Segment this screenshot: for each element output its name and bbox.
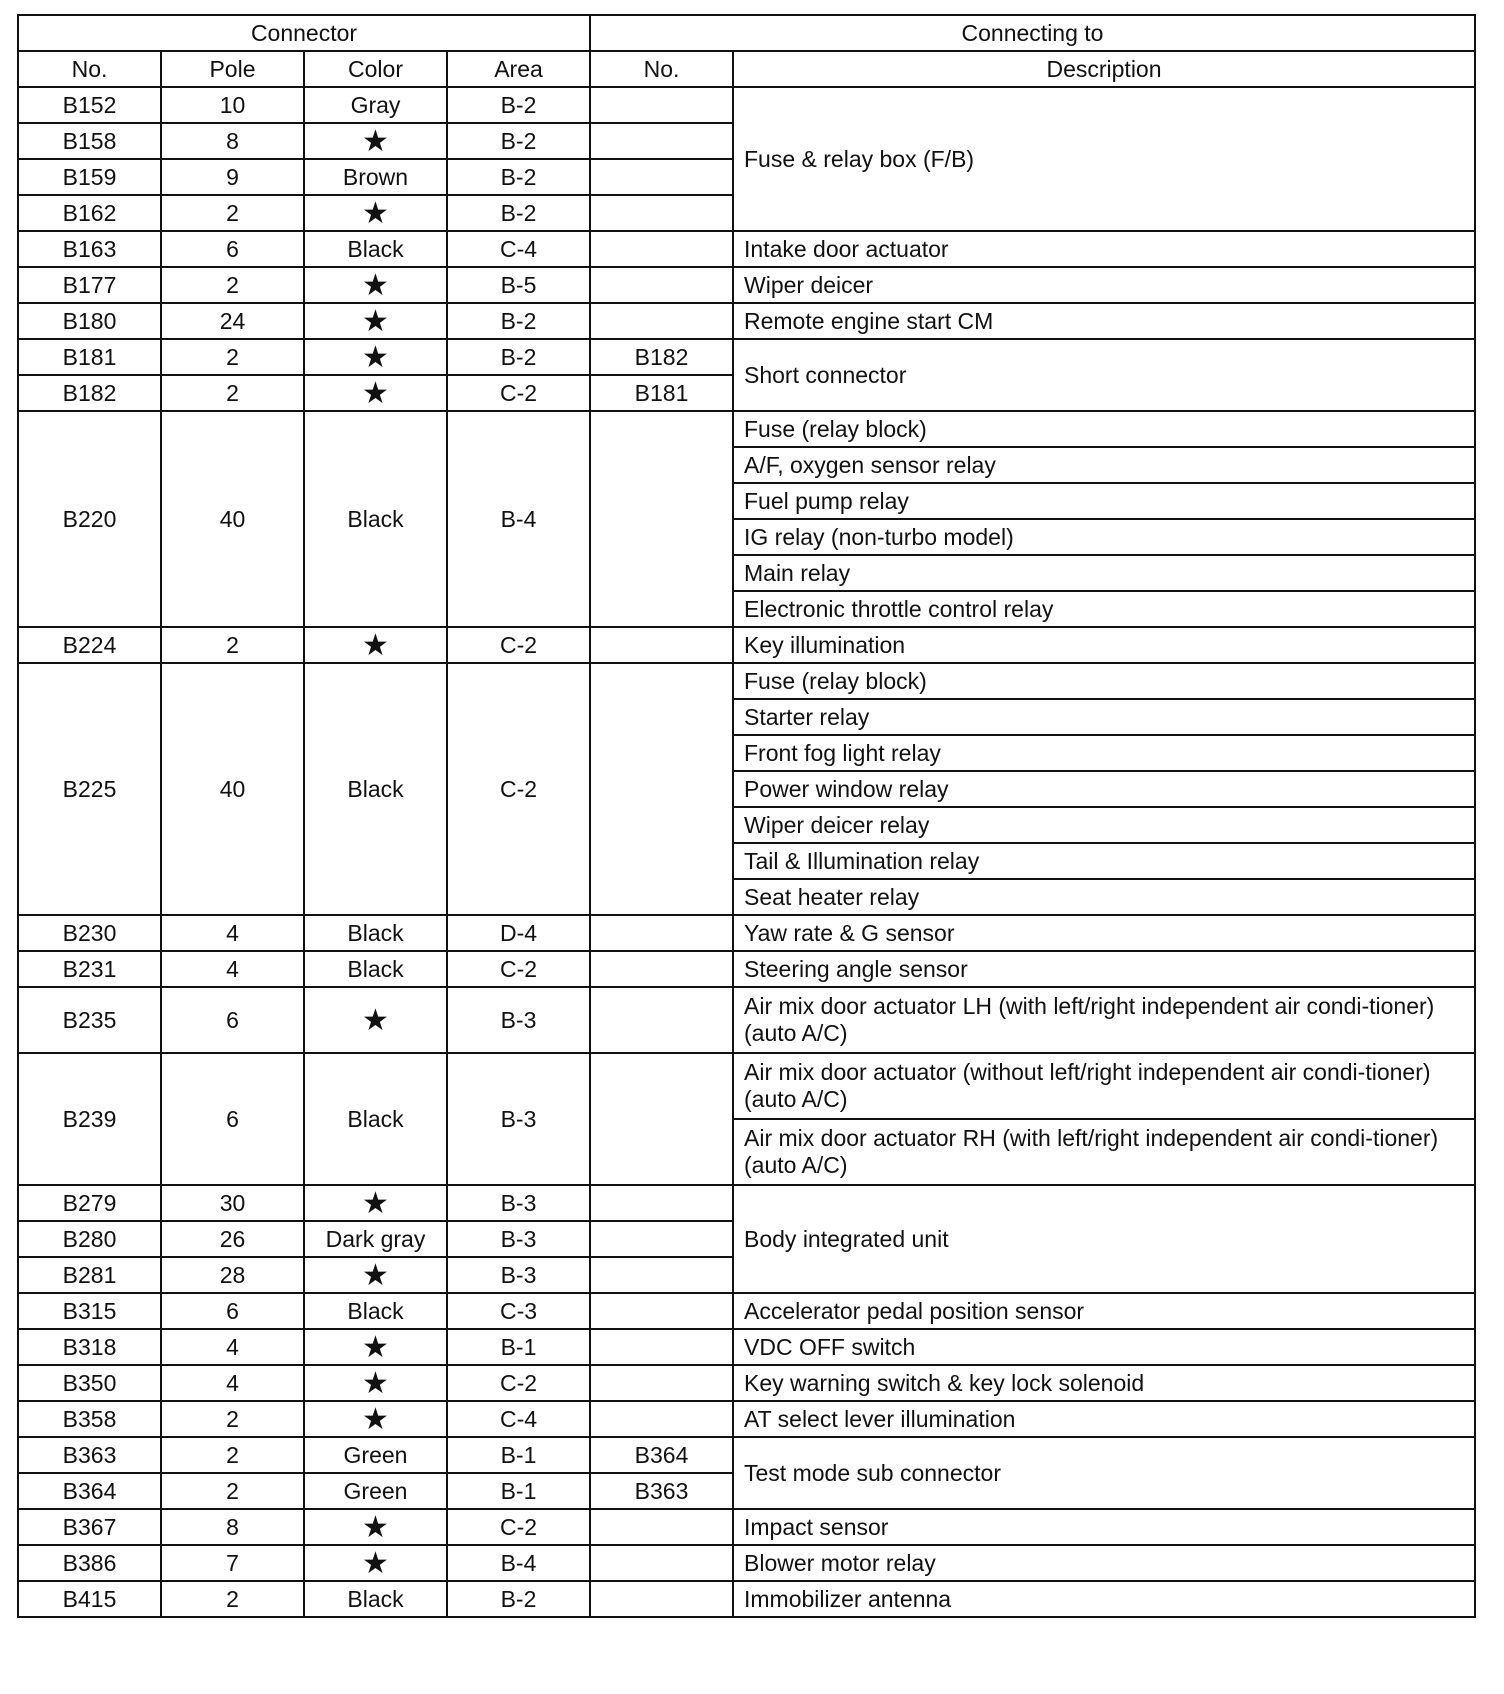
- area-code: B-2: [447, 1581, 590, 1617]
- col-header-pole: Pole: [161, 51, 304, 87]
- connecting-no: [590, 987, 733, 1053]
- star-icon: ★: [304, 123, 447, 159]
- area-code: B-4: [447, 1545, 590, 1581]
- connector-color: Green: [304, 1437, 447, 1473]
- pole-count: 9: [161, 159, 304, 195]
- connector-no: B163: [18, 231, 161, 267]
- connecting-no: [590, 159, 733, 195]
- connecting-no: [590, 1545, 733, 1581]
- connector-no: B367: [18, 1509, 161, 1545]
- pole-count: 2: [161, 1437, 304, 1473]
- pole-count: 2: [161, 1473, 304, 1509]
- connecting-no: B363: [590, 1473, 733, 1509]
- connector-no: B363: [18, 1437, 161, 1473]
- pole-count: 2: [161, 267, 304, 303]
- area-code: C-2: [447, 1509, 590, 1545]
- table-row: [18, 1053, 1475, 1119]
- connecting-to-header: Connecting to: [590, 15, 1475, 51]
- table-row: [18, 663, 1475, 699]
- star-icon: ★: [304, 1545, 447, 1581]
- area-code: C-2: [447, 951, 590, 987]
- header-group-row: [18, 15, 1475, 51]
- description: Fuse (relay block): [733, 663, 1475, 699]
- description: IG relay (non-turbo model): [733, 519, 1475, 555]
- description: Front fog light relay: [733, 735, 1475, 771]
- connector-color: Gray: [304, 87, 447, 123]
- description: Air mix door actuator RH (with left/right independent air condi-tioner) (auto A/C): [733, 1119, 1475, 1185]
- star-icon: ★: [304, 339, 447, 375]
- area-code: B-2: [447, 195, 590, 231]
- star-icon: ★: [304, 1257, 447, 1293]
- pole-count: 4: [161, 951, 304, 987]
- connector-no: B358: [18, 1401, 161, 1437]
- pole-count: 6: [161, 231, 304, 267]
- connecting-no: [590, 411, 733, 627]
- connecting-no: B364: [590, 1437, 733, 1473]
- description: AT select lever illumination: [733, 1401, 1475, 1437]
- connecting-no: [590, 123, 733, 159]
- area-code: C-4: [447, 1401, 590, 1437]
- col-header-color: Color: [304, 51, 447, 87]
- col-header-to-no: No.: [590, 51, 733, 87]
- area-code: B-3: [447, 987, 590, 1053]
- table-row: [18, 987, 1475, 1053]
- column-header-row: [18, 51, 1475, 87]
- pole-count: 2: [161, 1401, 304, 1437]
- pole-count: 40: [161, 663, 304, 915]
- pole-count: 4: [161, 1365, 304, 1401]
- connector-no: B181: [18, 339, 161, 375]
- connector-no: B386: [18, 1545, 161, 1581]
- pole-count: 24: [161, 303, 304, 339]
- pole-count: 4: [161, 915, 304, 951]
- area-code: B-3: [447, 1185, 590, 1221]
- description: Electronic throttle control relay: [733, 591, 1475, 627]
- connecting-no: [590, 1053, 733, 1185]
- connecting-no: [590, 267, 733, 303]
- connector-no: B350: [18, 1365, 161, 1401]
- connector-color: Black: [304, 951, 447, 987]
- connector-no: B415: [18, 1581, 161, 1617]
- description: Key illumination: [733, 627, 1475, 663]
- table-row: [18, 1185, 1475, 1221]
- star-icon: ★: [304, 303, 447, 339]
- description: Main relay: [733, 555, 1475, 591]
- area-code: C-4: [447, 231, 590, 267]
- connecting-no: [590, 303, 733, 339]
- connector-color: Black: [304, 411, 447, 627]
- area-code: B-2: [447, 123, 590, 159]
- connecting-no: [590, 1365, 733, 1401]
- description: VDC OFF switch: [733, 1329, 1475, 1365]
- connector-color: Black: [304, 1053, 447, 1185]
- pole-count: 6: [161, 1053, 304, 1185]
- area-code: C-2: [447, 627, 590, 663]
- table-row: [18, 627, 1475, 663]
- table-row: [18, 1329, 1475, 1365]
- table-row: [18, 1581, 1475, 1617]
- area-code: C-2: [447, 663, 590, 915]
- star-icon: ★: [304, 375, 447, 411]
- area-code: B-3: [447, 1221, 590, 1257]
- description: Fuse & relay box (F/B): [733, 87, 1475, 231]
- connector-no: B279: [18, 1185, 161, 1221]
- description: Body integrated unit: [733, 1185, 1475, 1293]
- col-header-no: No.: [18, 51, 161, 87]
- pole-count: 2: [161, 195, 304, 231]
- description: Blower motor relay: [733, 1545, 1475, 1581]
- area-code: B-1: [447, 1473, 590, 1509]
- table-row: [18, 1401, 1475, 1437]
- pole-count: 8: [161, 1509, 304, 1545]
- pole-count: 6: [161, 987, 304, 1053]
- connector-header: Connector: [18, 15, 590, 51]
- connector-no: B177: [18, 267, 161, 303]
- description: Intake door actuator: [733, 231, 1475, 267]
- connecting-no: [590, 1509, 733, 1545]
- table-row: [18, 915, 1475, 951]
- pole-count: 7: [161, 1545, 304, 1581]
- table-row: [18, 231, 1475, 267]
- connector-no: B162: [18, 195, 161, 231]
- table-row: [18, 303, 1475, 339]
- description: Tail & Illumination relay: [733, 843, 1475, 879]
- connecting-no: [590, 627, 733, 663]
- area-code: B-5: [447, 267, 590, 303]
- connecting-no: [590, 1257, 733, 1293]
- area-code: C-2: [447, 1365, 590, 1401]
- description: Power window relay: [733, 771, 1475, 807]
- area-code: B-4: [447, 411, 590, 627]
- col-header-area: Area: [447, 51, 590, 87]
- description: Key warning switch & key lock solenoid: [733, 1365, 1475, 1401]
- description: Immobilizer antenna: [733, 1581, 1475, 1617]
- star-icon: ★: [304, 1401, 447, 1437]
- connector-color: Green: [304, 1473, 447, 1509]
- table-row: [18, 339, 1475, 375]
- area-code: B-2: [447, 159, 590, 195]
- connector-no: B230: [18, 915, 161, 951]
- connecting-no: [590, 87, 733, 123]
- description: Remote engine start CM: [733, 303, 1475, 339]
- connector-table: [17, 14, 1476, 1618]
- star-icon: ★: [304, 627, 447, 663]
- star-icon: ★: [304, 1509, 447, 1545]
- description: Seat heater relay: [733, 879, 1475, 915]
- table-body: [18, 87, 1475, 1617]
- star-icon: ★: [304, 1329, 447, 1365]
- connector-color: Brown: [304, 159, 447, 195]
- connector-color: Dark gray: [304, 1221, 447, 1257]
- area-code: B-3: [447, 1257, 590, 1293]
- connector-no: B225: [18, 663, 161, 915]
- description: Wiper deicer: [733, 267, 1475, 303]
- connecting-no: B181: [590, 375, 733, 411]
- description: Short connector: [733, 339, 1475, 411]
- connector-color: Black: [304, 1293, 447, 1329]
- connecting-no: [590, 1221, 733, 1257]
- connector-no: B280: [18, 1221, 161, 1257]
- star-icon: ★: [304, 987, 447, 1053]
- connector-no: B182: [18, 375, 161, 411]
- pole-count: 26: [161, 1221, 304, 1257]
- area-code: B-2: [447, 303, 590, 339]
- area-code: B-2: [447, 87, 590, 123]
- description: Accelerator pedal position sensor: [733, 1293, 1475, 1329]
- connecting-no: [590, 1581, 733, 1617]
- connector-color: Black: [304, 1581, 447, 1617]
- star-icon: ★: [304, 1185, 447, 1221]
- description: A/F, oxygen sensor relay: [733, 447, 1475, 483]
- connector-no: B224: [18, 627, 161, 663]
- star-icon: ★: [304, 267, 447, 303]
- pole-count: 2: [161, 375, 304, 411]
- connecting-no: [590, 195, 733, 231]
- pole-count: 2: [161, 627, 304, 663]
- description: Test mode sub connector: [733, 1437, 1475, 1509]
- connector-no: B152: [18, 87, 161, 123]
- connector-color: Black: [304, 663, 447, 915]
- table-row: [18, 1365, 1475, 1401]
- area-code: C-2: [447, 375, 590, 411]
- table-row: [18, 267, 1475, 303]
- connecting-no: B182: [590, 339, 733, 375]
- description: Air mix door actuator LH (with left/right independent air condi-tioner) (auto A/C): [733, 987, 1475, 1053]
- connector-no: B235: [18, 987, 161, 1053]
- connecting-no: [590, 231, 733, 267]
- col-header-description: Description: [733, 51, 1475, 87]
- pole-count: 2: [161, 339, 304, 375]
- area-code: B-3: [447, 1053, 590, 1185]
- pole-count: 30: [161, 1185, 304, 1221]
- connector-no: B281: [18, 1257, 161, 1293]
- table-row: [18, 1545, 1475, 1581]
- connecting-no: [590, 1185, 733, 1221]
- description: Starter relay: [733, 699, 1475, 735]
- connecting-no: [590, 663, 733, 915]
- table-row: [18, 87, 1475, 123]
- connector-color: Black: [304, 231, 447, 267]
- star-icon: ★: [304, 195, 447, 231]
- connecting-no: [590, 915, 733, 951]
- connector-no: B220: [18, 411, 161, 627]
- pole-count: 2: [161, 1581, 304, 1617]
- connector-no: B231: [18, 951, 161, 987]
- table-row: [18, 1509, 1475, 1545]
- pole-count: 8: [161, 123, 304, 159]
- pole-count: 10: [161, 87, 304, 123]
- connecting-no: [590, 1293, 733, 1329]
- area-code: B-2: [447, 339, 590, 375]
- pole-count: 4: [161, 1329, 304, 1365]
- table-row: [18, 1293, 1475, 1329]
- connecting-no: [590, 1401, 733, 1437]
- connector-no: B318: [18, 1329, 161, 1365]
- description: Wiper deicer relay: [733, 807, 1475, 843]
- connector-color: Black: [304, 915, 447, 951]
- pole-count: 6: [161, 1293, 304, 1329]
- connector-no: B239: [18, 1053, 161, 1185]
- table-row: [18, 951, 1475, 987]
- connecting-no: [590, 1329, 733, 1365]
- description: Steering angle sensor: [733, 951, 1475, 987]
- pole-count: 40: [161, 411, 304, 627]
- connector-no: B159: [18, 159, 161, 195]
- description: Fuel pump relay: [733, 483, 1475, 519]
- connector-no: B364: [18, 1473, 161, 1509]
- area-code: B-1: [447, 1437, 590, 1473]
- area-code: D-4: [447, 915, 590, 951]
- area-code: C-3: [447, 1293, 590, 1329]
- connector-no: B158: [18, 123, 161, 159]
- star-icon: ★: [304, 1365, 447, 1401]
- table-row: [18, 411, 1475, 447]
- pole-count: 28: [161, 1257, 304, 1293]
- table-row: [18, 1437, 1475, 1473]
- description: Yaw rate & G sensor: [733, 915, 1475, 951]
- connector-no: B180: [18, 303, 161, 339]
- area-code: B-1: [447, 1329, 590, 1365]
- description: Air mix door actuator (without left/right independent air condi-tioner) (auto A/C): [733, 1053, 1475, 1119]
- connector-no: B315: [18, 1293, 161, 1329]
- description: Impact sensor: [733, 1509, 1475, 1545]
- connecting-no: [590, 951, 733, 987]
- description: Fuse (relay block): [733, 411, 1475, 447]
